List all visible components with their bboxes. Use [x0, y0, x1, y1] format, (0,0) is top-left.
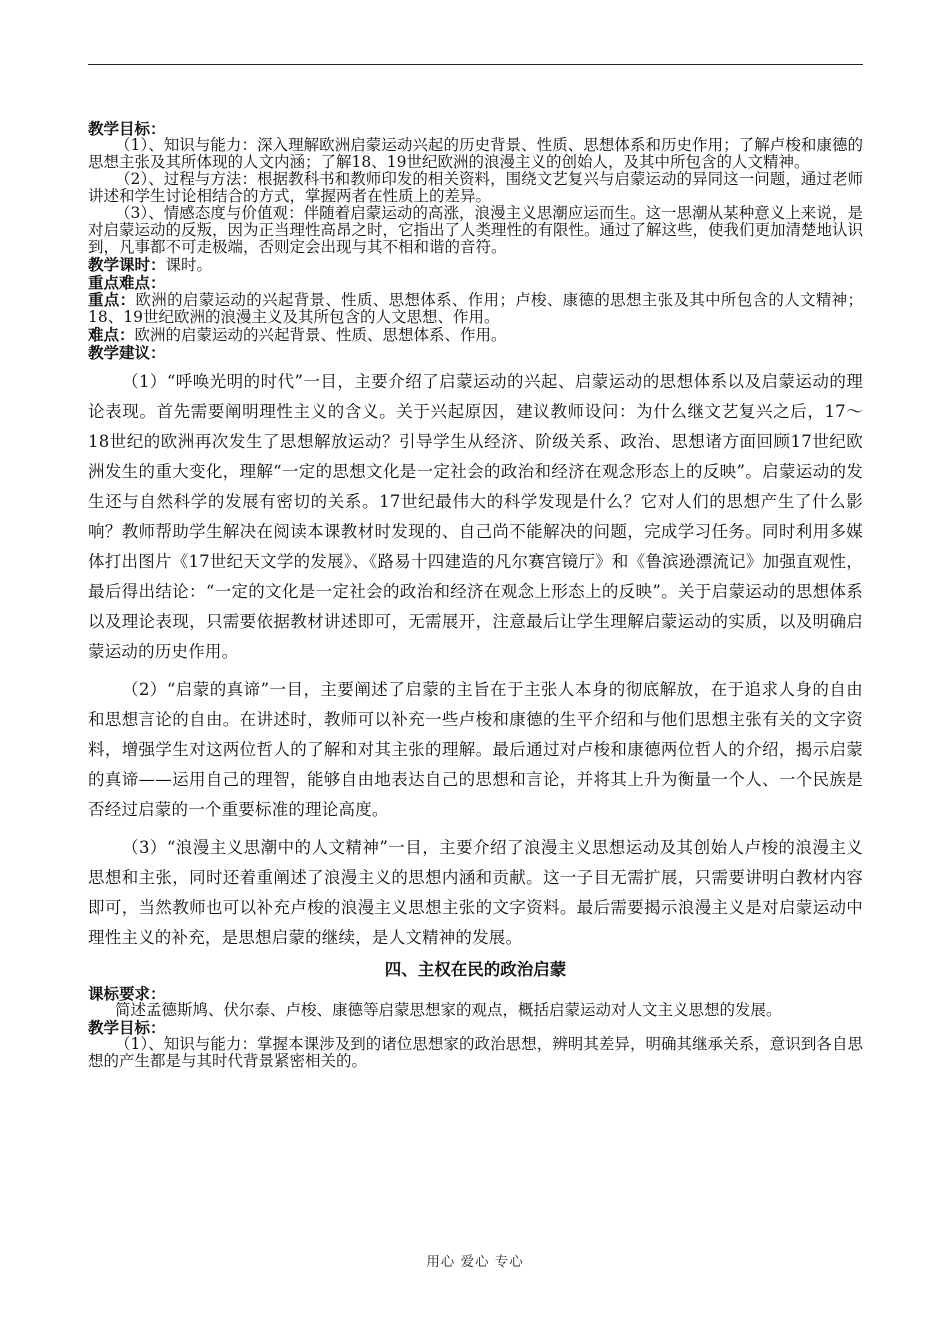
curriculum-standard-heading: 课标要求： [88, 984, 166, 1003]
difficult-point-label: 难点： [88, 325, 135, 344]
teaching-suggestions-heading: 教学建议： [88, 343, 166, 362]
curriculum-standard-text: 简述孟德斯鸠、伏尔泰、卢梭、康德等启蒙思想家的观点，概括启蒙运动对人文主义思想的发展。 [115, 1001, 782, 1019]
page-footer: 用心 爱心 专心 [426, 1254, 524, 1270]
key-point-line [88, 291, 863, 326]
suggestion-paragraph-3: （3）“浪漫主义思潮中的人文精神”一目，主要介绍了浪漫主义思想运动及其创始人卢梭的浪漫主义思想和主张，同时还着重阐述了浪漫主义的思想内涵和贡献。这一子目无需扩展，只需要讲明白教材内容即可，当然教师也可以补充卢梭的浪漫主义思想主张的文字资料。最后需要揭示浪漫主义是对启蒙运动中理性主义的补充，是思想启蒙的继续，是人文精神的发展。 [88, 838, 863, 947]
section-title: 四、主权在民的政治启蒙 [384, 960, 567, 979]
key-point-label: 重点： [88, 290, 136, 309]
header-rule [88, 64, 863, 65]
goal-emotion-values: （3）、情感态度与价值观：伴随着启蒙运动的高涨，浪漫主义思潮应运而生。这一思潮从某种意义上来说，是对启蒙运动的反叛，因为正当理性高昂之时，它指出了人类理性的有限性。通过了解这些，使我们更加清楚地认识到，凡事都不可走极端，否则定会出现与其不相和谐的音符。 [88, 204, 864, 256]
suggestion-paragraph-2: （2）“启蒙的真谛”一目，主要阐述了启蒙的主旨在于主张人本身的彻底解放，在于追求人身的自由和思想言论的自由。在讲述时，教师可以补充一些卢梭和康德的生平介绍和与他们思想主张有关的文字资料，增强学生对这两位哲人的了解和对其主张的理解。最后通过对卢梭和康德两位哲人的介绍，揭示启蒙的真谛——运用自己的理智，能够自由地表达自己的思想和言论，并将其上升为衡量一个人、一个民族是否经过启蒙的一个重要标准的理论高度。 [88, 680, 863, 819]
teaching-goals-heading: 教学目标： [88, 119, 166, 138]
difficult-point-text: 欧洲的启蒙运动的兴起背景、性质、思想体系、作用。 [134, 326, 507, 344]
goal-knowledge-ability-2: （1）、知识与能力：掌握本课涉及到的诸位思想家的政治思想，辨明其差异，明确其继承关系，意识到各自思想的产生都是与其时代背景紧密相关的。 [88, 1035, 863, 1070]
difficult-point-line [88, 326, 863, 344]
key-point-text: 欧洲的启蒙运动的兴起背景、性质、思想体系、作用；卢梭、康德的思想主张及其中所包含的人文精神；18、19世纪欧洲的浪漫主义及其所包含的人文思想、作用。 [88, 291, 863, 326]
goal-knowledge-ability: （1）、知识与能力：深入理解欧洲启蒙运动兴起的历史背景、性质、思想体系和历史作用；了解卢梭和康德的思想主张及其所体现的人文内涵；了解18、19世纪欧洲的浪漫主义的创始人，及其中所包含的人文精神。 [88, 136, 863, 171]
key-points-heading: 重点难点： [88, 273, 166, 292]
suggestion-paragraph-1: （1）“呼唤光明的时代”一目，主要介绍了启蒙运动的兴起、启蒙运动的思想体系以及启蒙运动的理论表现。首先需要阐明理性主义的含义。关于兴起原因，建议教师设问：为什么继文艺复兴之后，17～18世纪的欧洲再次发生了思想解放运动？引导学生从经济、阶级关系、政治、思想诸方面回顾17世纪欧洲发生的重大变化，理解“一定的思想文化是一定社会的政治和经济在观念形态上的反映”。启蒙运动的发生还与自然科学的发展有密切的关系。17世纪最伟大的科学发现是什么？它对人们的思想产生了什么影响？教师帮助学生解决在阅读本课教材时发现的、自己尚不能解决的问题，完成学习任务。同时利用多媒体打出图片《17世纪天文学的发展》、《路易十四建造的凡尔赛宫镜厅》和《鲁滨逊漂流记》加强直观性，最后得出结论：“一定的文化是一定社会的政治和经济在观念上形态上的反映”。关于启蒙运动的思想体系以及理论表现，只需要依据教材讲述即可，无需展开，注意最后让学生理解启蒙运动的实质，以及明确启蒙运动的历史作用。 [88, 372, 863, 661]
document-body [88, 120, 863, 1070]
lesson-time-label: 教学课时： [88, 255, 166, 274]
goal-process-method: （2）、过程与方法：根据教科书和教师印发的相关资料，围绕文艺复兴与启蒙运动的异同这一问题，通过老师讲述和学生讨论相结合的方式，掌握两者在性质上的差异。 [88, 170, 863, 205]
lesson-time-value: 课时。 [165, 256, 213, 274]
teaching-goals-heading-2: 教学目标： [88, 1018, 166, 1037]
lesson-time-line [88, 256, 863, 274]
